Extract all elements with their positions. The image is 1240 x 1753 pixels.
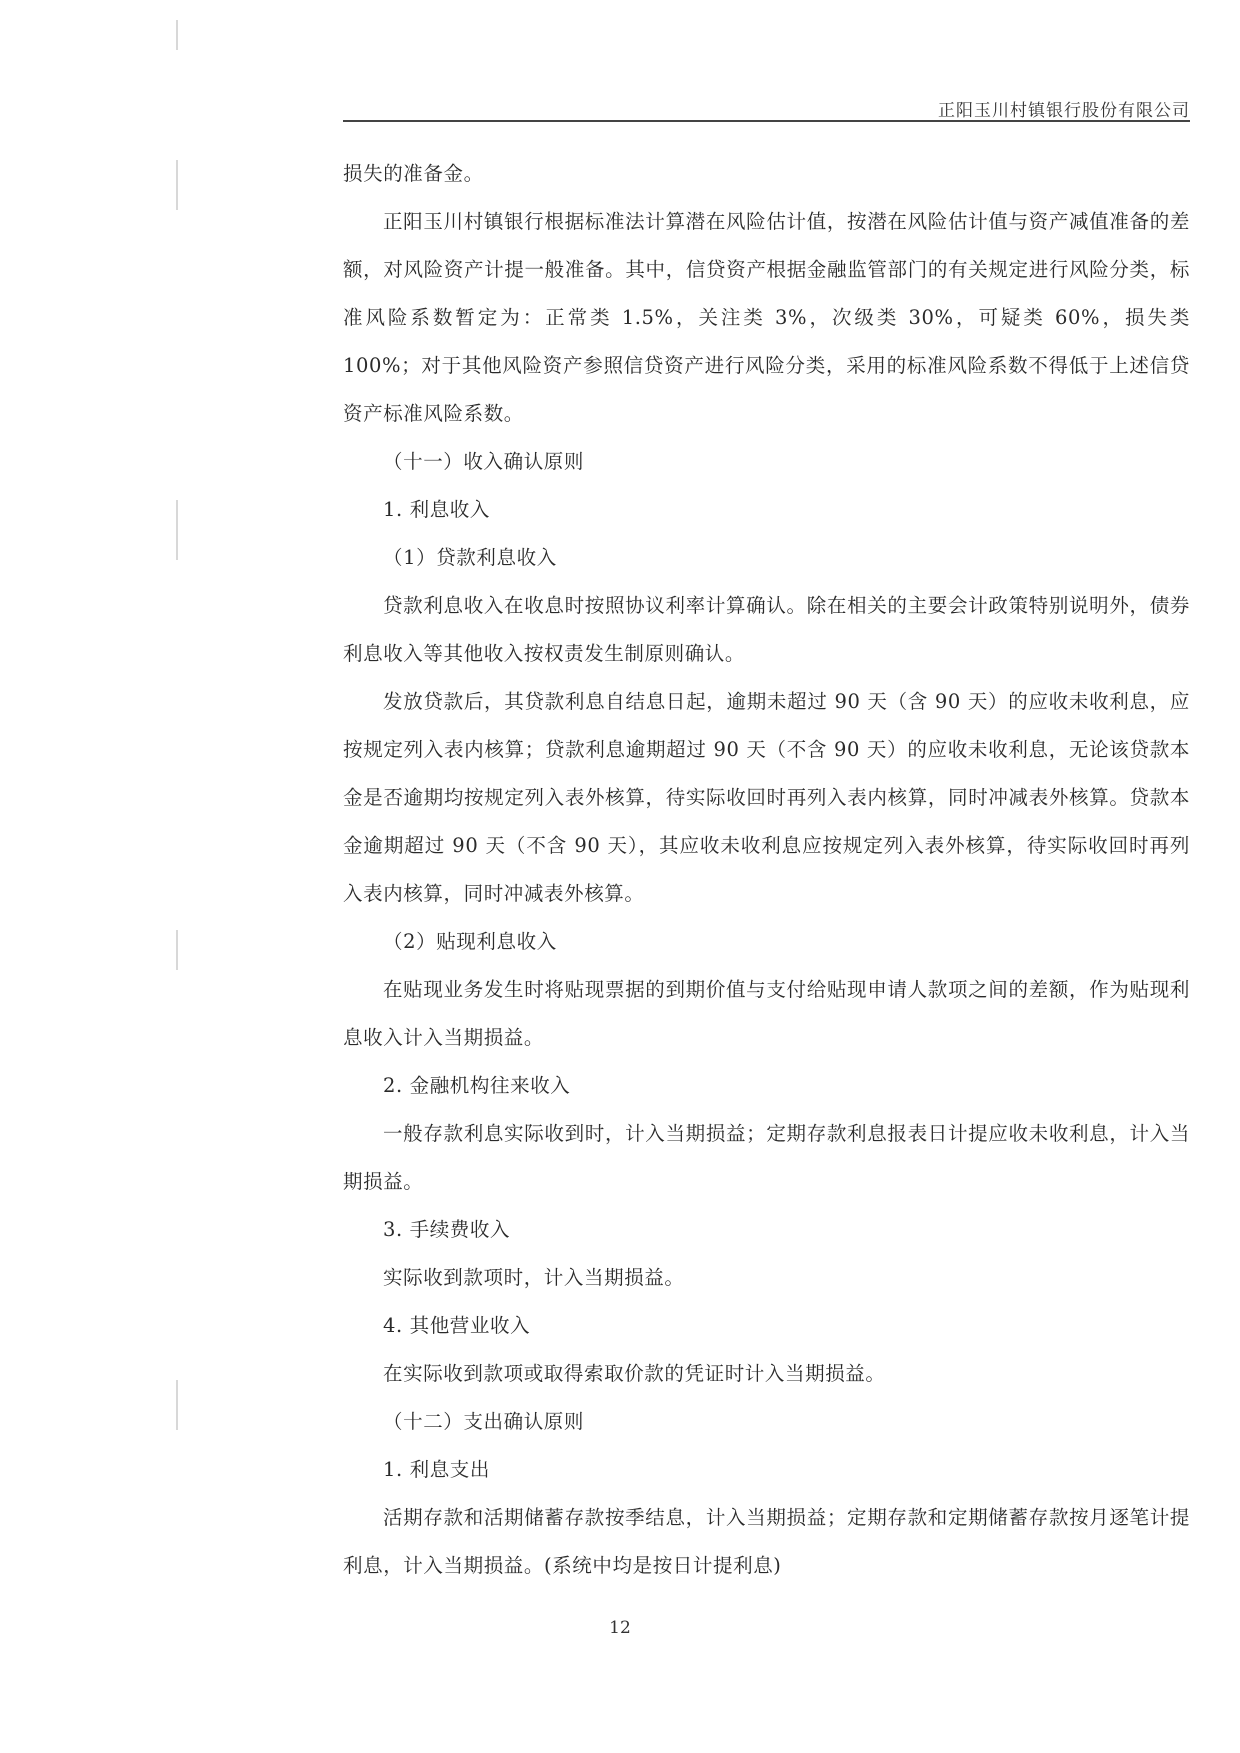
paragraph: 贷款利息收入在收息时按照协议利率计算确认。除在相关的主要会计政策特别说明外，债券利息收入等其他收入按权责发生制原则确认。 — [343, 594, 1190, 665]
document-body — [343, 150, 1190, 1590]
subsection-heading: 4. 其他营业收入 — [383, 1314, 531, 1337]
page-header-company: 正阳玉川村镇银行股份有限公司 — [938, 101, 1190, 121]
subsection-heading: 3. 手续费收入 — [383, 1218, 511, 1241]
scan-edge-mark — [176, 930, 178, 970]
subsection-heading: 1. 利息支出 — [383, 1458, 491, 1481]
paragraph: 发放贷款后，其贷款利息自结息日起，逾期未超过 90 天（含 90 天）的应收未收利息，应按规定列入表内核算；贷款利息逾期超过 90 天（不含 90 天）的应收未收利息，无论该贷款本金是否逾期均按规定列入表外核算，待实际收回时再列入表内核算，同时冲减表外核算。贷款本金逾期超过 90 天（不含 90 天），其应收未收利息应按规定列入表外核算，待实际收回时再列入表内核算，同时冲减表外核算。 — [343, 690, 1190, 905]
header-rule — [343, 120, 1190, 122]
scan-edge-mark — [176, 160, 178, 210]
subsection-heading: 1. 利息收入 — [383, 498, 491, 521]
scan-edge-mark — [176, 500, 178, 560]
section-heading: （十二）支出确认原则 — [383, 1410, 585, 1433]
page-number: 12 — [609, 1618, 631, 1638]
scan-edge-mark — [176, 20, 178, 50]
paragraph: 损失的准备金。 — [343, 162, 484, 185]
scan-edge-mark — [176, 1380, 178, 1430]
subsection-heading: 2. 金融机构往来收入 — [383, 1074, 571, 1097]
subsection-heading: （1）贷款利息收入 — [383, 546, 557, 569]
paragraph: 正阳玉川村镇银行根据标准法计算潜在风险估计值，按潜在风险估计值与资产减值准备的差额，对风险资产计提一般准备。其中，信贷资产根据金融监管部门的有关规定进行风险分类，标准风险系数暂定为：正常类 1.5%，关注类 3%，次级类 30%，可疑类 60%，损失类 100%；对于其他风险资产参照信贷资产进行风险分类，采用的标准风险系数不得低于上述信贷资产标准风险系数。 — [343, 210, 1190, 425]
paragraph: 实际收到款项时，计入当期损益。 — [383, 1266, 685, 1289]
paragraph: 在实际收到款项或取得索取价款的凭证时计入当期损益。 — [383, 1362, 886, 1385]
section-heading: （十一）收入确认原则 — [383, 450, 585, 473]
paragraph: 一般存款利息实际收到时，计入当期损益；定期存款利息报表日计提应收未收利息，计入当期损益。 — [343, 1122, 1190, 1193]
paragraph: 在贴现业务发生时将贴现票据的到期价值与支付给贴现申请人款项之间的差额，作为贴现利息收入计入当期损益。 — [343, 978, 1190, 1049]
subsection-heading: （2）贴现利息收入 — [383, 930, 557, 953]
paragraph: 活期存款和活期储蓄存款按季结息，计入当期损益；定期存款和定期储蓄存款按月逐笔计提利息，计入当期损益。(系统中均是按日计提利息) — [343, 1506, 1190, 1577]
